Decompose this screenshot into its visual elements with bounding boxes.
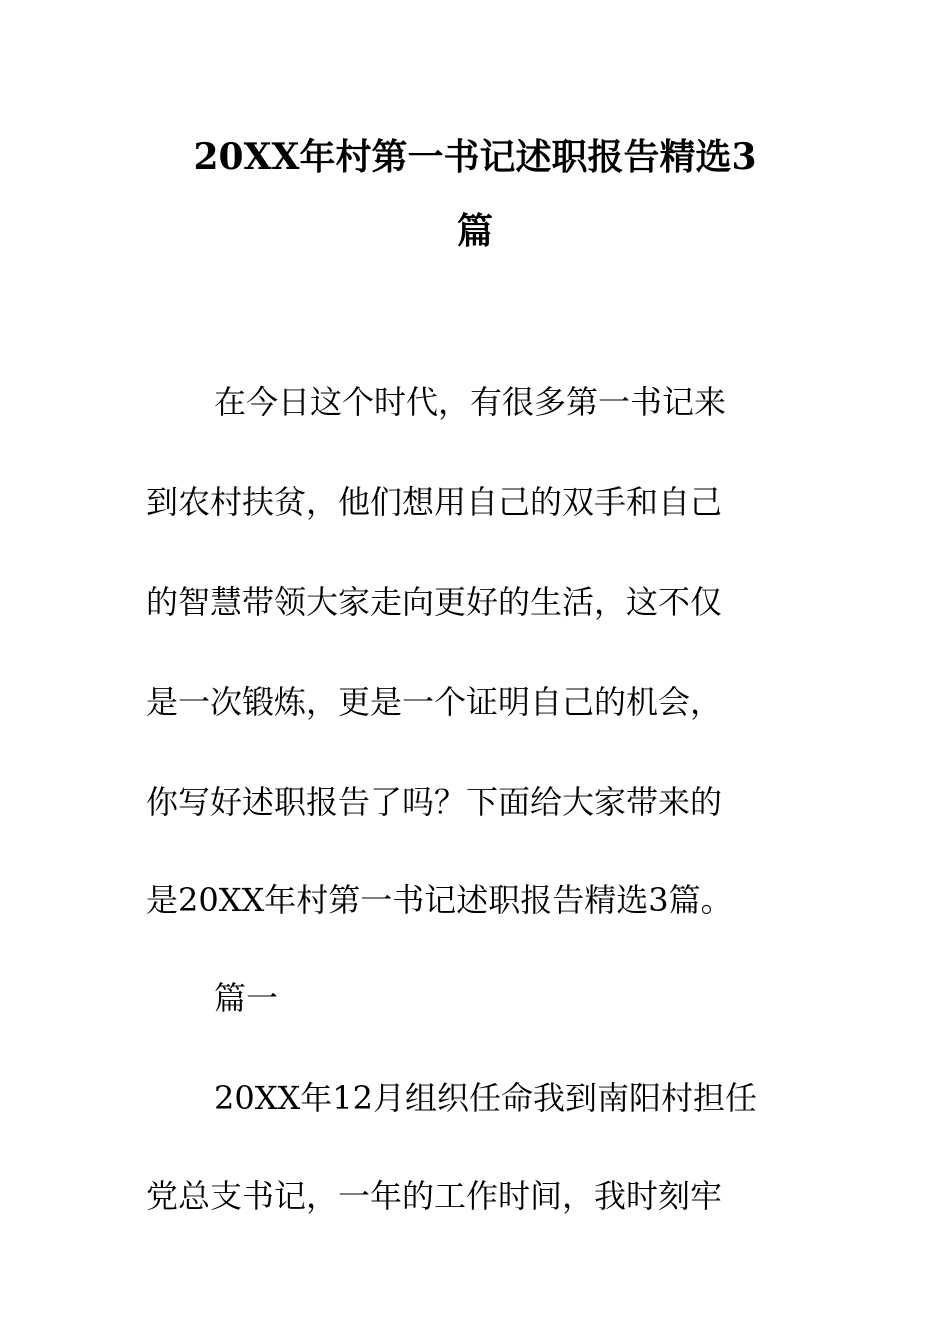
document-title <box>140 120 810 268</box>
paragraph-intro-line-3: 的智慧带领大家走向更好的生活，这不仅 <box>146 583 723 621</box>
paragraph-intro-line-5: 你写好述职报告了吗？下面给大家带来的 <box>146 783 723 821</box>
paragraph-part-one-line-2: 党总支书记，一年的工作时间，我时刻牢 <box>146 1177 723 1215</box>
section-heading-part-one: 篇一 <box>214 979 279 1017</box>
paragraph-part-one-line-1: 20XX年12月组织任命我到南阳村担任 <box>214 1079 758 1117</box>
title-line-1: 20XX年村第一书记述职报告精选3 <box>193 136 757 178</box>
title-line-2: 篇 <box>456 210 493 252</box>
paragraph-intro-line-1: 在今日这个时代，有很多第一书记来 <box>214 383 727 421</box>
paragraph-intro-line-2: 到农村扶贫，他们想用自己的双手和自己 <box>146 483 723 521</box>
paragraph-intro-line-6: 是20XX年村第一书记述职报告精选3篇。 <box>146 881 733 919</box>
paragraph-intro-line-4: 是一次锻炼，更是一个证明自己的机会， <box>146 683 723 721</box>
